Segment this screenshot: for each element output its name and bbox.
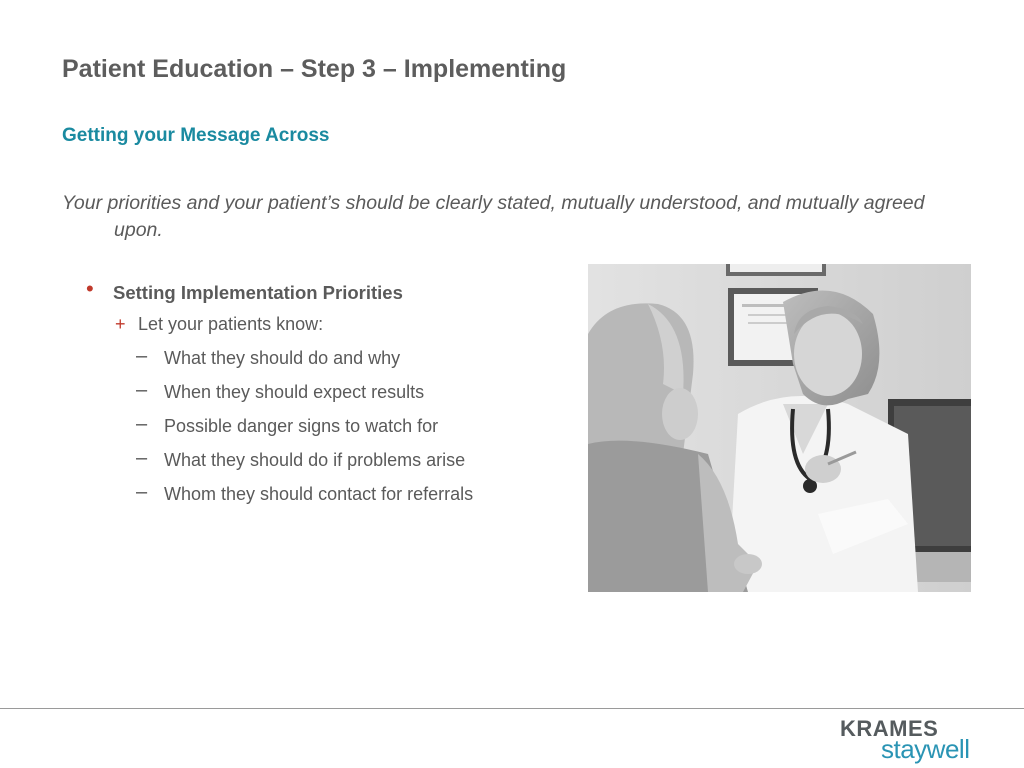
list-item (86, 377, 566, 411)
list-item (86, 343, 566, 377)
bullet-level2 (86, 309, 566, 343)
list-item-text: What they should do and why (164, 348, 401, 368)
doctor-patient-photo (588, 264, 971, 592)
footer-divider (0, 708, 1024, 709)
bullet-dot-icon: • (86, 276, 94, 301)
bullet-list (86, 276, 566, 513)
bullet-subheading: Let your patients know: (138, 314, 324, 334)
list-item-text: What they should do if problems arise (164, 450, 466, 470)
dash-icon: – (136, 379, 148, 401)
logo-staywell-text: staywell (881, 734, 970, 764)
bullet-heading: Setting Implementation Priorities (113, 282, 403, 303)
bullet-level1 (86, 276, 566, 307)
intro-text: Your priorities and your patient’s should be clearly stated, mutually understood, and mutually agreed upon. (62, 192, 925, 241)
slide-title: Patient Education – Step 3 – Implementing (62, 55, 567, 83)
slide-subtitle: Getting your Message Across (62, 125, 330, 146)
dash-icon: – (136, 345, 148, 367)
plus-icon: + (115, 314, 126, 334)
logo-krames-text: KRAMES (840, 716, 939, 741)
dash-icon: – (136, 447, 148, 469)
list-item (86, 411, 566, 445)
krames-staywell-logo (840, 716, 980, 766)
list-item-text: When they should expect results (164, 382, 425, 402)
dash-icon: – (136, 413, 148, 435)
list-item-text: Whom they should contact for referrals (164, 484, 474, 504)
list-item-text: Possible danger signs to watch for (164, 416, 439, 436)
list-item (86, 445, 566, 479)
dash-icon: – (136, 481, 148, 503)
list-item (86, 479, 566, 513)
